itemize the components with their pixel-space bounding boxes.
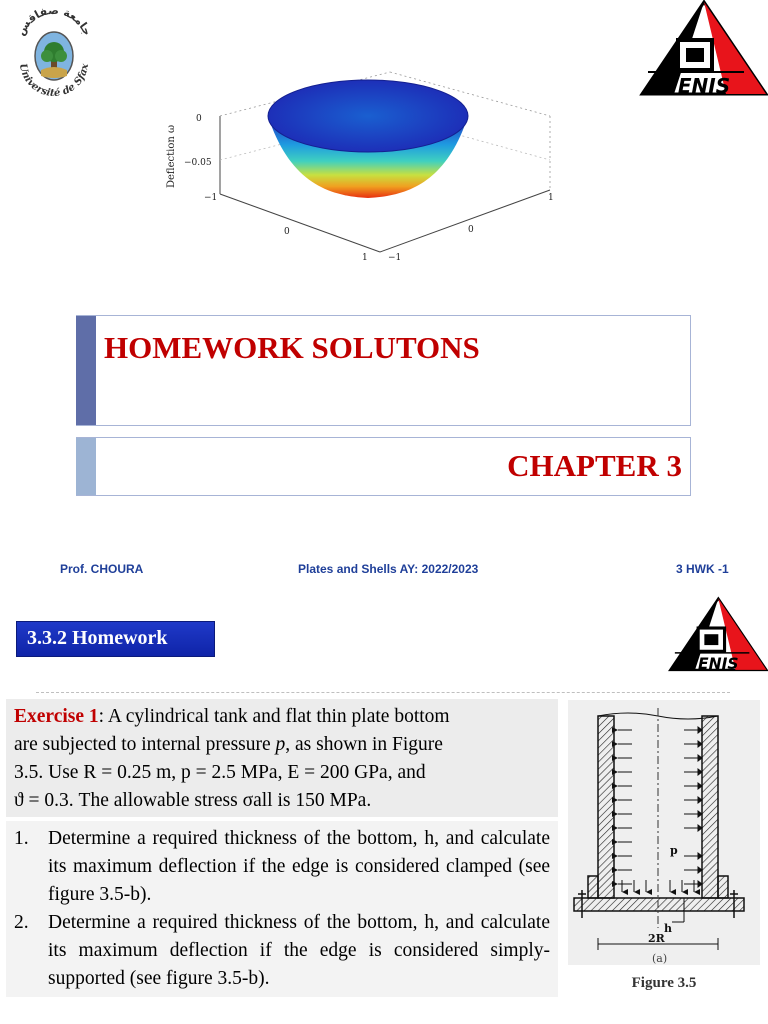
svg-text:p: p xyxy=(670,844,678,857)
svg-text:ENIS: ENIS xyxy=(698,655,739,674)
title-box xyxy=(76,315,691,426)
deflection-plot xyxy=(150,64,570,270)
exercise-line-4: ϑ = 0.3. The allowable stress σall is 150 MPa. xyxy=(14,790,372,811)
svg-text:0: 0 xyxy=(468,225,474,235)
title-accent-bar xyxy=(76,316,96,425)
svg-text:Université de Sfax: Université de Sfax xyxy=(16,62,92,100)
svg-text:2R: 2R xyxy=(648,932,665,945)
list-item xyxy=(14,909,550,993)
svg-text:−0.05: −0.05 xyxy=(184,158,212,168)
task-number: 1. xyxy=(14,828,29,849)
svg-text:h: h xyxy=(664,922,672,935)
svg-text:Deflection ω: Deflection ω xyxy=(166,124,177,188)
footer-author: Prof. CHOURA xyxy=(60,562,144,576)
exercise-line-1: Exercise 1: A cylindrical tank and flat thin plate bottom xyxy=(14,706,450,727)
task-text: Determine a required thickness of the bottom, h, and calculate its maximum deflection if the edge is considered clamped (see figure 3.5-b). xyxy=(48,828,550,905)
svg-text:1: 1 xyxy=(548,193,554,203)
task-number: 2. xyxy=(14,912,29,933)
chapter-box xyxy=(76,437,691,496)
task-text: Determine a required thickness of the bottom, h, and calculate its maximum deflection if the edge is considered simply-supported (see figure 3.5-b). xyxy=(48,912,550,989)
exercise-line-3: 3.5. Use R = 0.25 m, p = 2.5 MPa, E = 200 GPa, and xyxy=(14,762,426,783)
exercise-line-2: are subjected to internal pressure p, as shown in Figure xyxy=(14,734,443,755)
page-title: HOMEWORK SOLUTONS xyxy=(104,330,480,365)
svg-text:(a): (a) xyxy=(652,952,668,965)
footer-course: Plates and Shells AY: 2022/2023 xyxy=(298,562,479,576)
svg-text:−1: −1 xyxy=(388,253,402,263)
enis-logo xyxy=(634,0,768,98)
svg-text:ENIS: ENIS xyxy=(677,74,731,98)
svg-text:جامعة صفاقس: جامعة صفاقس xyxy=(14,3,94,38)
exercise-statement xyxy=(6,699,558,817)
list-item xyxy=(14,825,550,909)
divider xyxy=(36,692,730,693)
enis-logo-small xyxy=(664,596,768,674)
task-list xyxy=(6,821,558,997)
svg-text:−1: −1 xyxy=(204,193,218,203)
footer-page: 3 HWK -1 xyxy=(676,562,729,576)
svg-text:0: 0 xyxy=(196,114,202,124)
svg-text:0: 0 xyxy=(284,227,290,237)
university-logo xyxy=(14,0,94,104)
chapter-accent-bar xyxy=(76,438,96,495)
figure-drawing xyxy=(568,700,760,965)
section-label: 3.3.2 Homework xyxy=(16,621,215,657)
figure-caption: Figure 3.5 xyxy=(631,975,697,991)
chapter-title: CHAPTER 3 xyxy=(507,448,682,483)
svg-text:1: 1 xyxy=(362,253,368,263)
